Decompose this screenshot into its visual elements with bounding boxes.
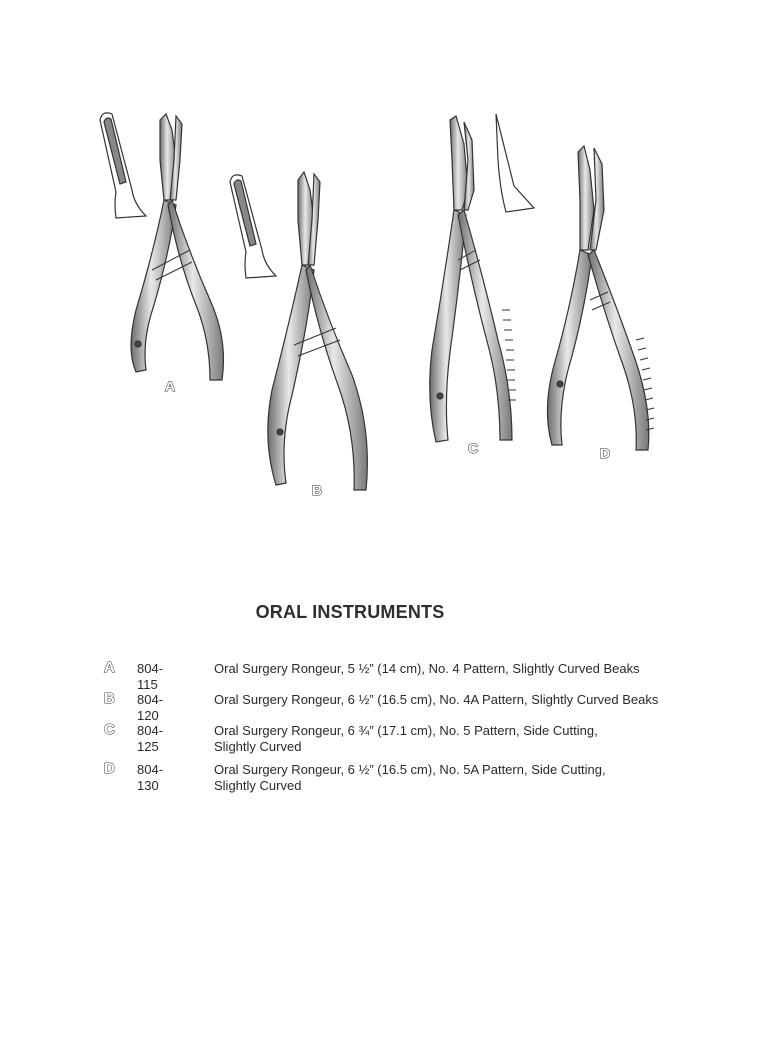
figure-label-a: A <box>165 378 176 394</box>
item-letter: A <box>104 659 115 676</box>
item-description-line1: Oral Surgery Rongeur, 6 ½” (16.5 cm), No. 4A Pattern, Slightly Curved Beaks <box>214 692 659 707</box>
rongeur-c-drawing <box>430 114 534 442</box>
item-description <box>214 762 714 794</box>
item-code: 804-115 <box>137 661 164 692</box>
page-title: ORAL INSTRUMENTS <box>255 602 445 622</box>
item-code: 804-130 <box>137 762 164 793</box>
item-description <box>214 723 714 755</box>
item-description <box>214 661 714 677</box>
item-description-line2: Slightly Curved <box>214 739 302 754</box>
item-description-line2: Slightly Curved <box>214 778 302 793</box>
item-description-line1: Oral Surgery Rongeur, 6 ½” (16.5 cm), No. 5A Pattern, Side Cutting, <box>214 762 606 777</box>
rongeur-b-drawing <box>230 172 367 490</box>
item-letter: D <box>104 760 115 777</box>
figure-label-c: C <box>468 440 479 456</box>
instruments-illustration <box>80 100 700 510</box>
item-letter: B <box>104 690 115 707</box>
item-description-line1: Oral Surgery Rongeur, 6 ¾” (17.1 cm), No. 5 Pattern, Side Cutting, <box>214 723 598 738</box>
item-description <box>214 692 714 708</box>
item-letter: C <box>104 721 115 738</box>
figure-label-d: D <box>600 445 611 461</box>
item-code: 804-120 <box>137 692 164 723</box>
item-code: 804-125 <box>137 723 164 754</box>
rongeur-a-drawing <box>100 113 224 380</box>
rongeur-d-drawing <box>547 146 654 450</box>
item-description-line1: Oral Surgery Rongeur, 5 ½” (14 cm), No. 4 Pattern, Slightly Curved Beaks <box>214 661 640 676</box>
figure-label-b: B <box>312 482 323 498</box>
